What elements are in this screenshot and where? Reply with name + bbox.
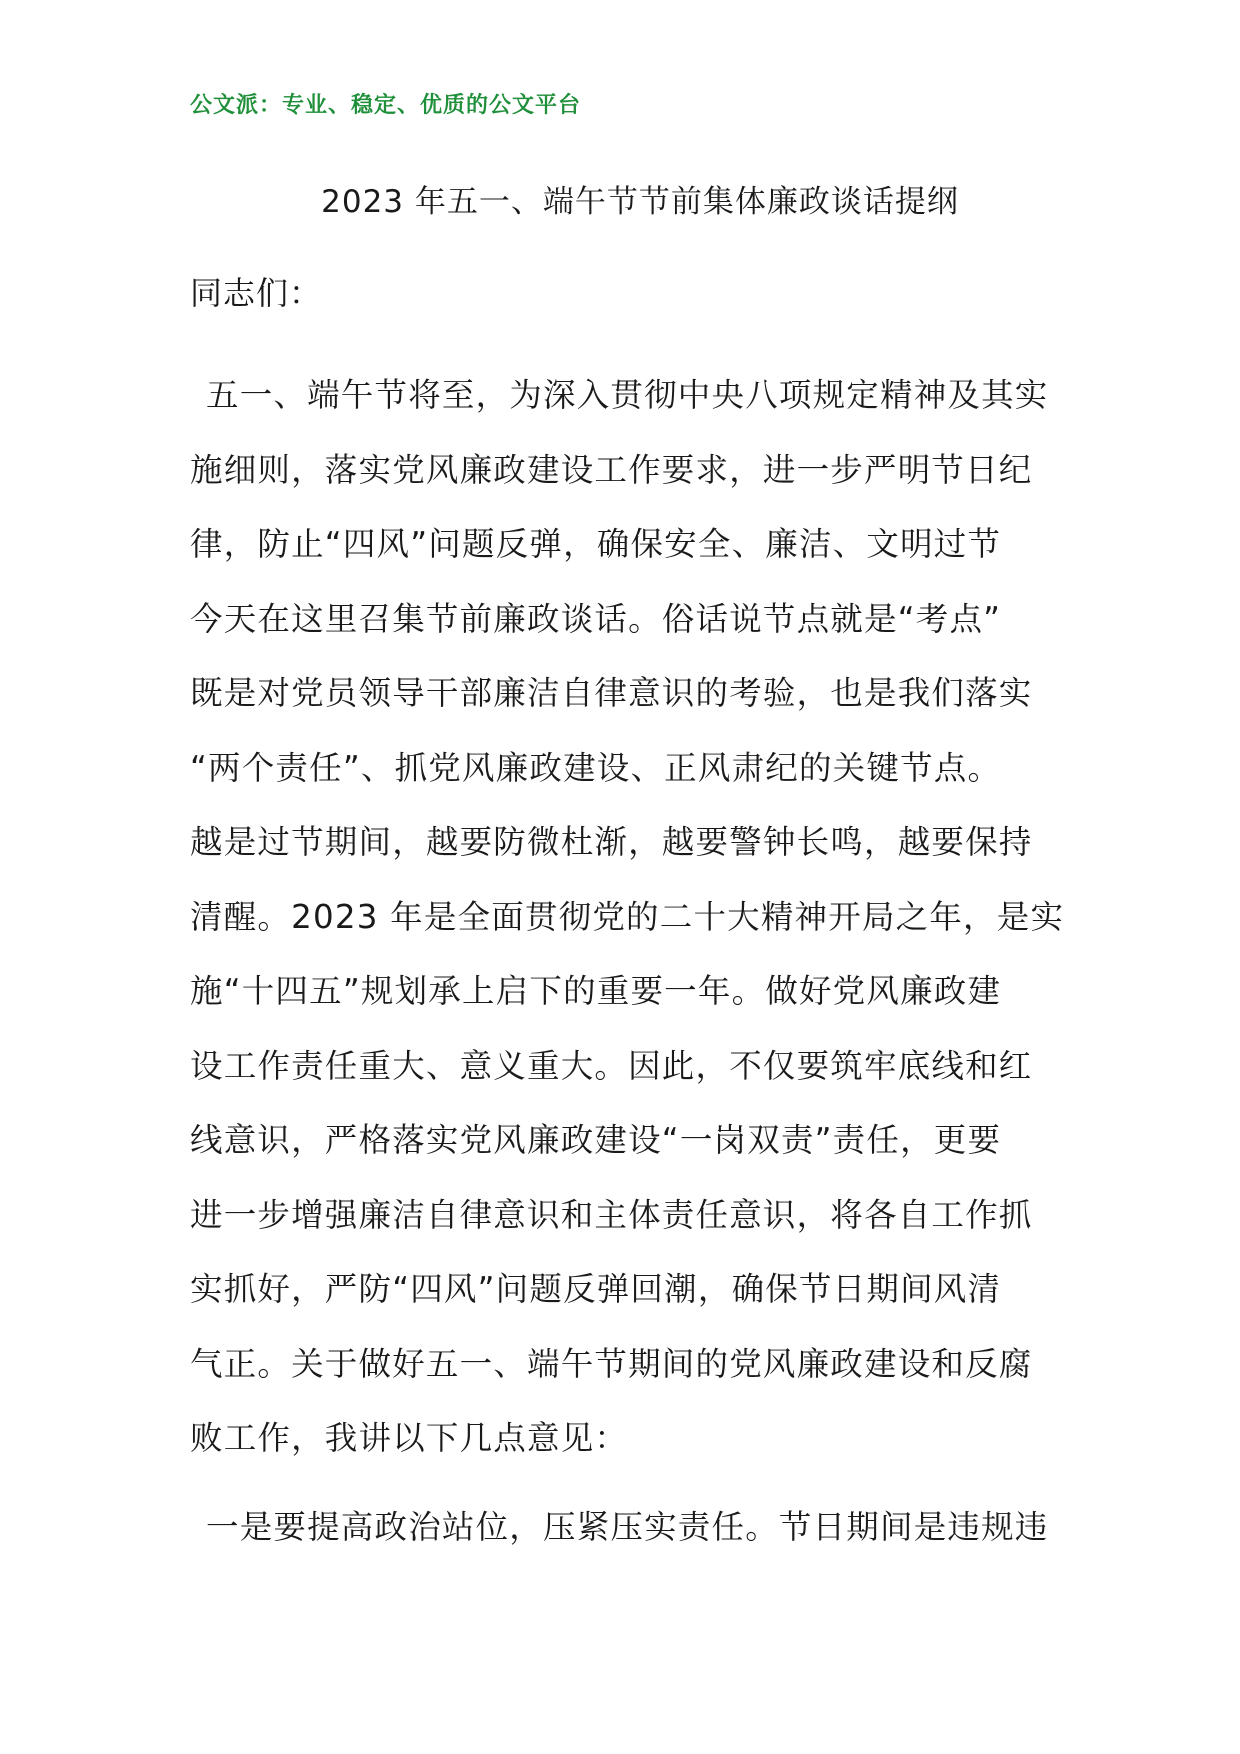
body-line: 线意识，严格落实党风廉政建设“一岗双责”责任，更要 [190, 1121, 1002, 1159]
body-line: 施细则，落实党风廉政建设工作要求，进一步严明节日纪 [190, 450, 1033, 489]
body-line: 律，防止“四风”问题反弹，确保安全、廉洁、文明过节 [190, 525, 1002, 563]
body-line: 实抓好，严防“四风”问题反弹回潮，确保节日期间风清 [190, 1270, 1002, 1308]
body-line: 五一、端午节将至，为深入贯彻中央八项规定精神及其实 [206, 376, 1049, 414]
document-title: 2023 年五一、端午节节前集体廉政谈话提纲 [321, 184, 959, 220]
body-line: 施“十四五”规划承上启下的重要一年。做好党风廉政建 [190, 972, 1002, 1010]
salutation: 同志们： [190, 274, 323, 312]
body-line: 清醒。2023 年是全面贯彻党的二十大精神开局之年，是实 [190, 897, 1065, 936]
body-line: 既是对党员领导干部廉洁自律意识的考验，也是我们落实 [190, 674, 1033, 712]
body-line: 设工作责任重大、意义重大。因此，不仅要筑牢底线和红 [190, 1046, 1033, 1085]
body-line: 今天在这里召集节前廉政谈话。俗话说节点就是“考点” [190, 599, 1002, 638]
body-line: 败工作，我讲以下几点意见： [190, 1419, 629, 1457]
document-body [190, 358, 1070, 1564]
body-line: 气正。关于做好五一、端午节期间的党风廉政建设和反腐 [190, 1344, 1033, 1383]
body-line: “两个责任”、抓党风廉政建设、正风肃纪的关键节点。 [190, 748, 1002, 787]
body-line: 越是过节期间，越要防微杜渐，越要警钟长鸣，越要保持 [190, 823, 1033, 861]
body-line: 进一步增强廉洁自律意识和主体责任意识，将各自工作抓 [190, 1195, 1033, 1234]
body-line: 一是要提高政治站位，压紧压实责任。节日期间是违规违 [206, 1507, 1049, 1546]
brand-header: 公文派：专业、稳定、优质的公文平台 [190, 92, 582, 118]
